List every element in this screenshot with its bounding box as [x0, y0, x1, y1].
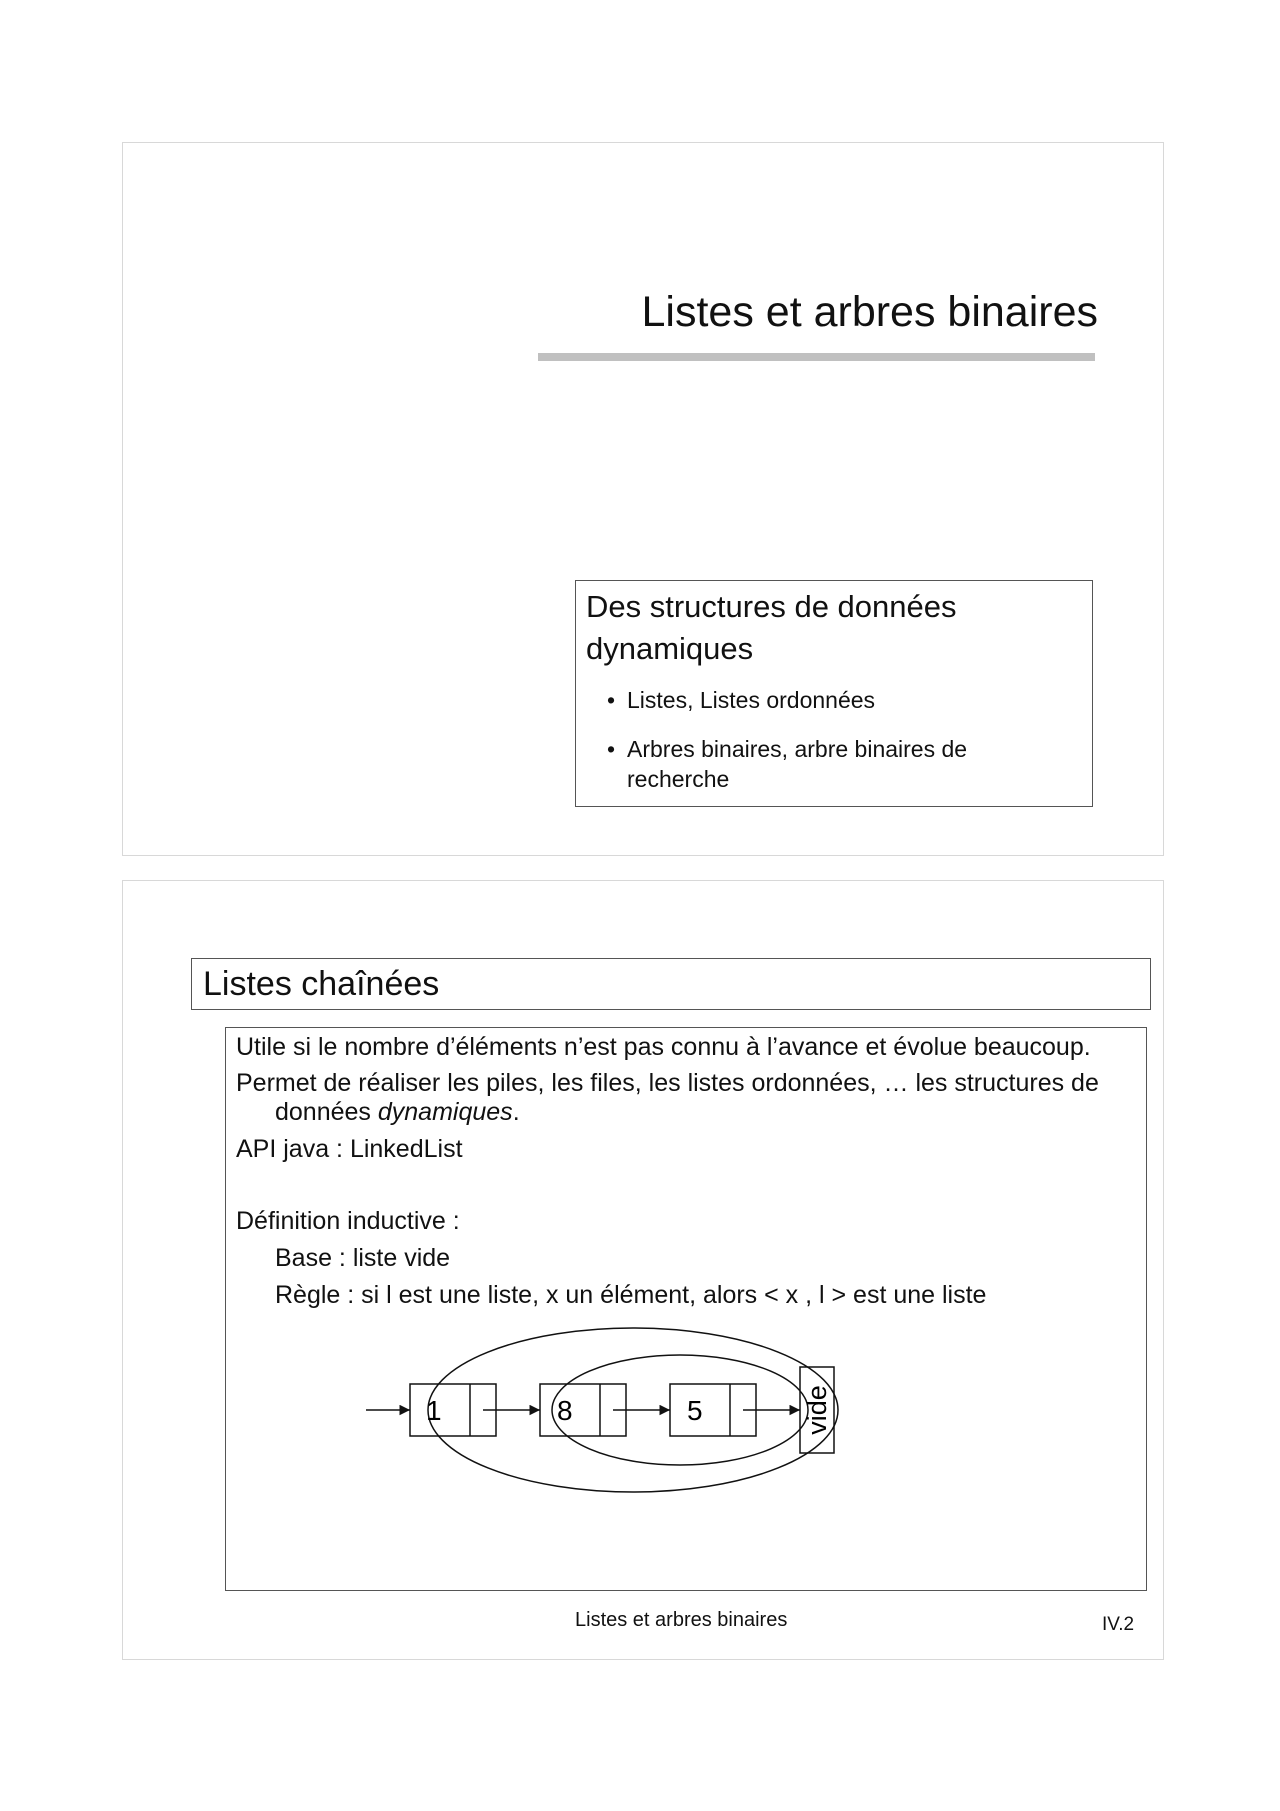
- slide-title: Listes et arbres binaires: [641, 288, 1098, 336]
- purpose-cont-suffix: .: [512, 1098, 520, 1126]
- page-number: IV.2: [1102, 1614, 1135, 1635]
- linked-list-diagram: [226, 1028, 1146, 1590]
- slide-1: [122, 142, 1164, 856]
- slide-footer: Listes et arbres binaires: [575, 1609, 788, 1631]
- purpose-cont-emphasis: dynamiques: [377, 1098, 513, 1126]
- title-underline: [538, 353, 1095, 361]
- text-line-definition: Définition inductive :: [236, 1207, 460, 1235]
- text-line-rule: Règle : si l est une liste, x un élément, alors < x , l > est une liste: [275, 1281, 987, 1309]
- section-header-title: Listes chaînées: [203, 965, 440, 1003]
- bullet-item: • Arbres binaires, arbre binaires de recherche: [576, 734, 1067, 794]
- node-value: 8: [557, 1395, 573, 1426]
- summary-box: [575, 580, 1093, 807]
- section-header: [191, 958, 1151, 1010]
- node-value: 1: [426, 1395, 442, 1426]
- text-line-api: API java : LinkedList: [236, 1135, 463, 1163]
- purpose-cont-prefix: données: [275, 1098, 378, 1126]
- summary-box-title: Des structures de données dynamiques: [586, 589, 957, 666]
- node-value: 5: [687, 1395, 703, 1426]
- slide-2: [122, 880, 1164, 1660]
- text-line-base: Base : liste vide: [275, 1244, 451, 1272]
- empty-list-label: vide: [802, 1385, 832, 1435]
- summary-bullet-list: [576, 685, 1067, 813]
- empty-list-node: [800, 1367, 834, 1453]
- content-box: [225, 1027, 1147, 1591]
- text-line-purpose: Permet de réaliser les piles, les files, les listes ordonnées, … les structures de: [236, 1069, 1099, 1097]
- text-line-usefulness: Utile si le nombre d’éléments n’est pas connu à l’avance et évolue beaucoup.: [236, 1033, 1091, 1061]
- bullet-item: • Listes, Listes ordonnées: [576, 685, 1067, 715]
